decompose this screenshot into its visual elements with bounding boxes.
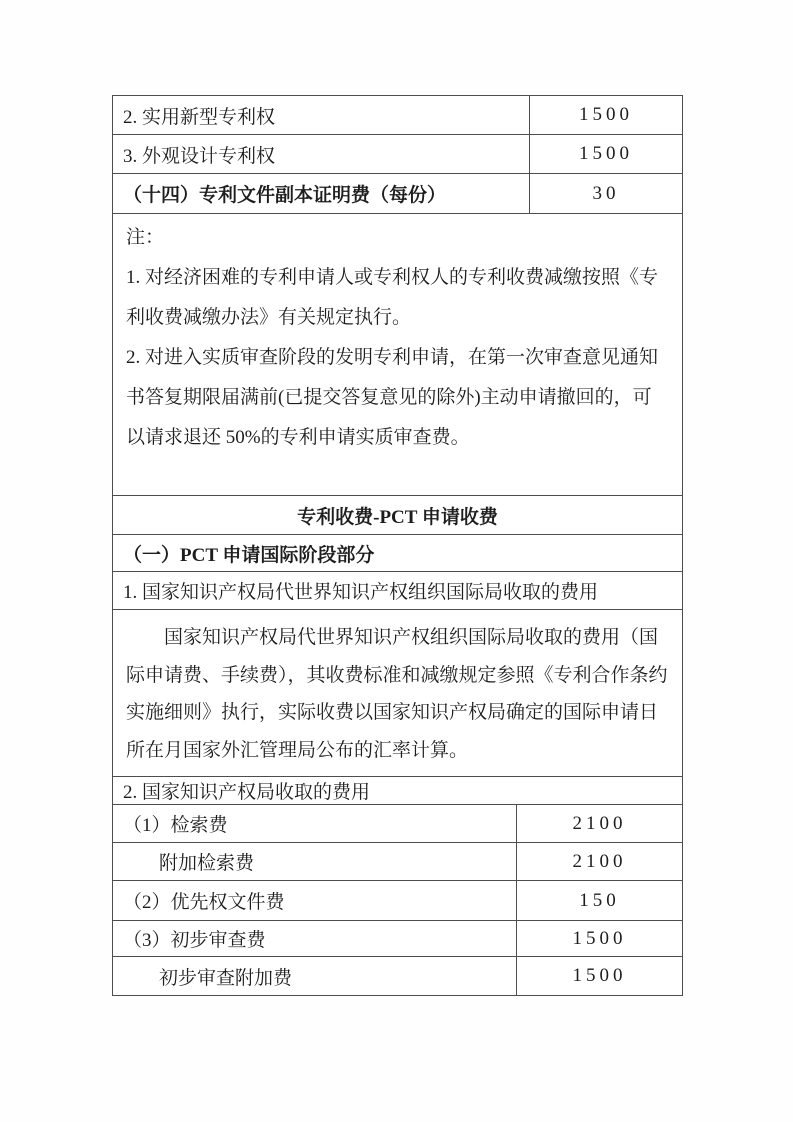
table-row xyxy=(113,174,682,214)
fee-item-label: 2. 实用新型专利权 xyxy=(113,96,530,134)
fee-item-value: 1500 xyxy=(572,927,627,949)
fee-item-label: （十四）专利文件副本证明费（每份） xyxy=(113,174,530,213)
fee-item-value: 30 xyxy=(592,182,620,204)
pct-item1-paragraph: 国家知识产权局代世界知识产权组织国际局收取的费用（国际申请费、手续费），其收费标准和减缴规定参照《专利合作条约实施细则》执行，实际收费以国家知识产权局确定的国际申请日所在月国家外汇管理局公布的汇率计算。 xyxy=(113,610,682,777)
note-item-2: 2. 对进入实质审查阶段的发明专利申请，在第一次审查意见通知书答复期限届满前(已提交答复意见的除外)主动申请撤回的，可以请求退还 50%的专利申请实质审查费。 xyxy=(126,347,659,448)
table-row xyxy=(113,96,682,135)
table-row xyxy=(113,805,682,843)
fee-item-label: （3）初步审查费 xyxy=(113,921,517,956)
notes-heading: 注： xyxy=(126,227,165,248)
note-item-1: 1. 对经济困难的专利申请人或专利权人的专利收费减缴按照《专利收费减缴办法》有关规定执行。 xyxy=(126,267,659,328)
fee-item-value: 2100 xyxy=(572,850,627,872)
fee-item-value: 1500 xyxy=(572,965,627,986)
table-row xyxy=(113,843,682,881)
pct-fee-table xyxy=(112,496,683,996)
fee-item-value: 2100 xyxy=(572,812,627,834)
table-row xyxy=(113,921,682,957)
table-row xyxy=(113,135,682,174)
pct-section-header: （一）PCT 申请国际阶段部分 xyxy=(113,535,682,572)
patent-fee-document xyxy=(112,95,683,996)
fee-item-label: 附加检索费 xyxy=(113,843,517,880)
table-row xyxy=(113,957,682,995)
pct-item1-header: 1. 国家知识产权局代世界知识产权组织国际局收取的费用 xyxy=(113,572,682,610)
pct-item2-header: 2. 国家知识产权局收取的费用 xyxy=(113,777,682,805)
fee-item-label: （1）检索费 xyxy=(113,805,517,842)
fee-item-value: 1500 xyxy=(579,104,633,125)
fee-item-label: 初步审查附加费 xyxy=(113,957,517,995)
fee-item-value: 150 xyxy=(579,889,620,911)
fee-item-label: 3. 外观设计专利权 xyxy=(113,135,530,173)
notes-cell xyxy=(113,214,682,495)
table-row xyxy=(113,881,682,921)
fee-item-label: （2）优先权文件费 xyxy=(113,881,517,920)
pct-table-title: 专利收费-PCT 申请收费 xyxy=(113,496,682,535)
domestic-fee-table xyxy=(112,95,683,496)
fee-item-value: 1500 xyxy=(579,143,633,164)
